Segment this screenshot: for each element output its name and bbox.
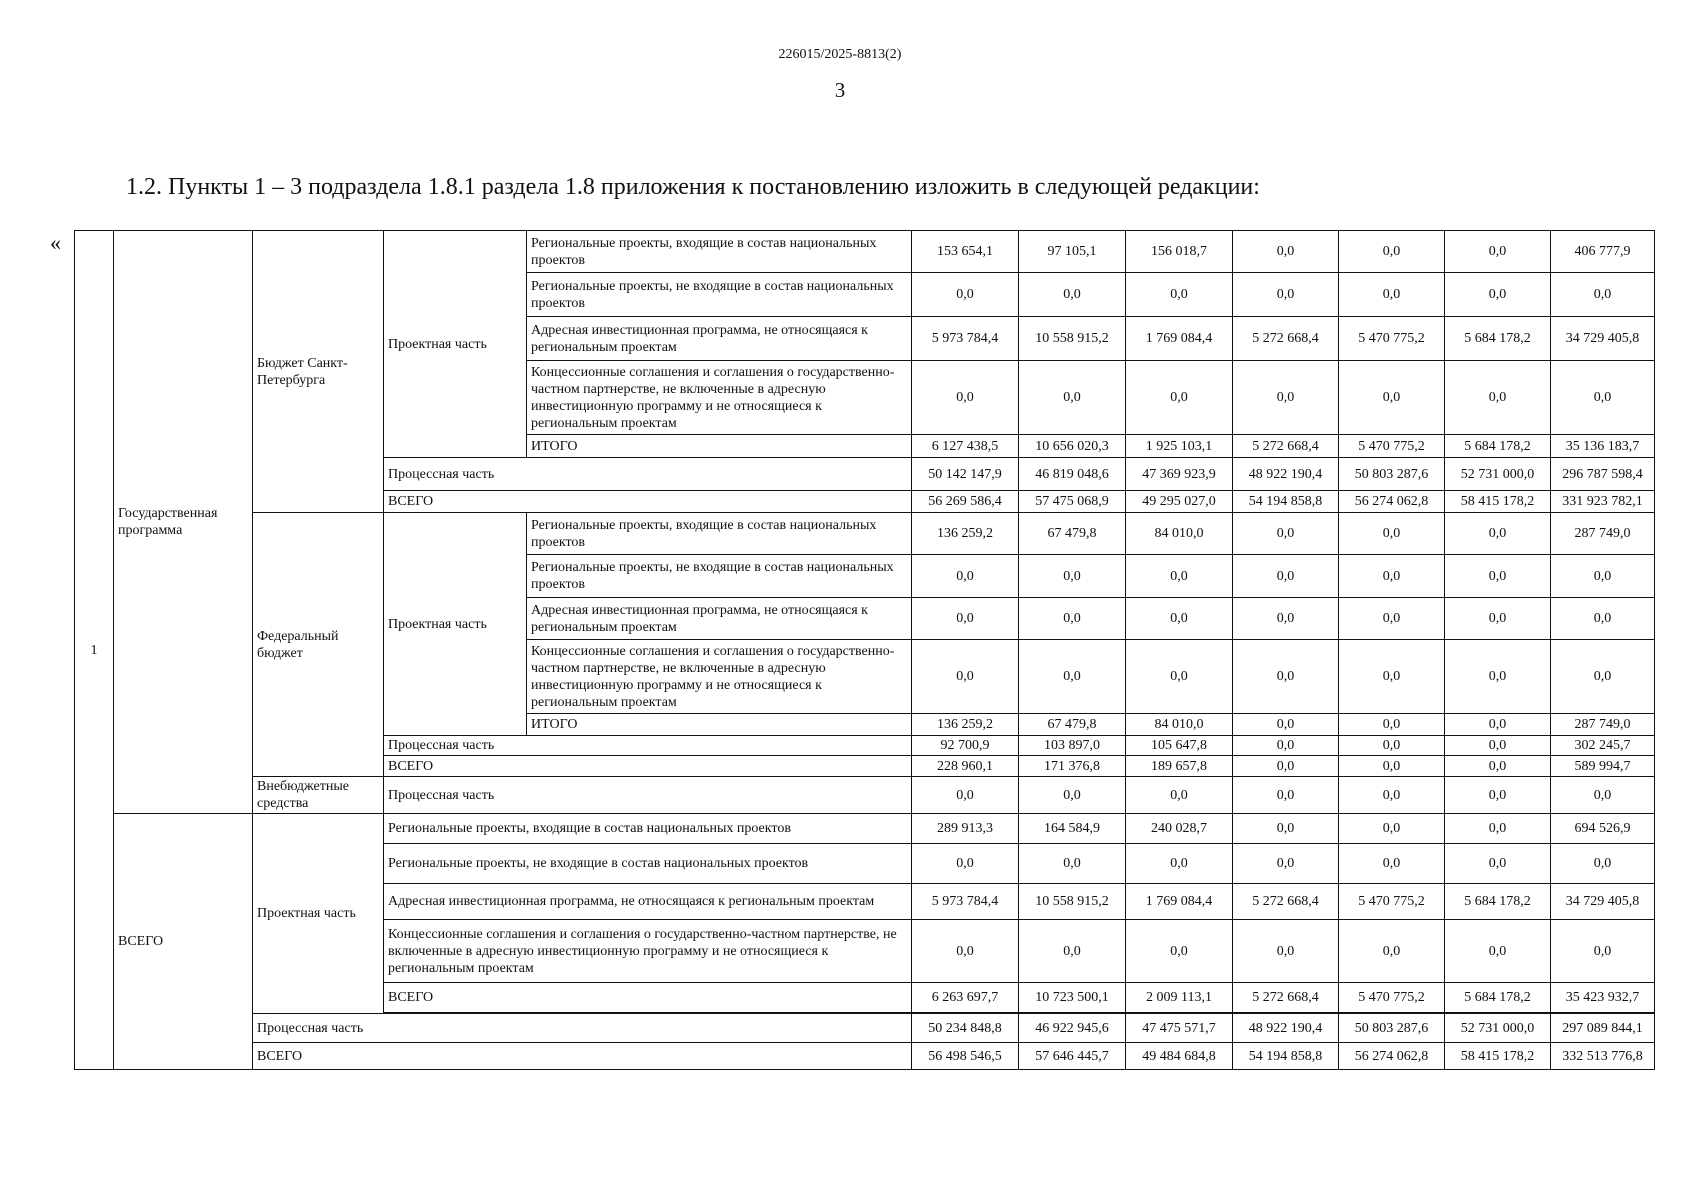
value-cell: 0,0 <box>1339 920 1445 983</box>
value-cell: 0,0 <box>1339 361 1445 435</box>
value-cell: 136 259,2 <box>912 714 1019 736</box>
value-cell: 0,0 <box>1339 640 1445 714</box>
part-project-cell: Проектная часть <box>384 513 527 736</box>
value-cell: 0,0 <box>1551 361 1655 435</box>
value-cell: 0,0 <box>1126 555 1233 598</box>
value-cell: 0,0 <box>1551 555 1655 598</box>
value-cell: 0,0 <box>1019 598 1126 640</box>
value-cell: 49 295 027,0 <box>1126 491 1233 513</box>
itogo-label-cell: ИТОГО <box>527 714 912 736</box>
value-cell: 35 136 183,7 <box>1551 435 1655 458</box>
vsego-label-cell: ВСЕГО <box>384 491 912 513</box>
value-cell: 0,0 <box>1233 598 1339 640</box>
value-cell: 0,0 <box>1233 756 1339 777</box>
value-cell: 0,0 <box>1019 777 1126 814</box>
value-cell: 0,0 <box>1445 714 1551 736</box>
value-cell: 0,0 <box>1339 736 1445 756</box>
value-cell: 296 787 598,4 <box>1551 458 1655 491</box>
value-cell: 153 654,1 <box>912 231 1019 273</box>
value-cell: 406 777,9 <box>1551 231 1655 273</box>
value-cell: 5 272 668,4 <box>1233 435 1339 458</box>
table-row <box>75 513 1655 555</box>
value-cell: 0,0 <box>1445 555 1551 598</box>
financing-table <box>74 230 1655 1070</box>
item-label-cell: Региональные проекты, входящие в состав национальных проектов <box>384 814 912 844</box>
itogo-label-cell: ИТОГО <box>527 435 912 458</box>
value-cell: 0,0 <box>1126 777 1233 814</box>
value-cell: 56 274 062,8 <box>1339 491 1445 513</box>
value-cell: 0,0 <box>1339 513 1445 555</box>
source-extra-cell: Внебюджетные средства <box>253 777 384 814</box>
gos-programma-cell: Государственная программа <box>114 231 253 814</box>
value-cell: 0,0 <box>912 361 1019 435</box>
value-cell: 50 234 848,8 <box>912 1014 1019 1043</box>
value-cell: 0,0 <box>1445 756 1551 777</box>
value-cell: 156 018,7 <box>1126 231 1233 273</box>
value-cell: 105 647,8 <box>1126 736 1233 756</box>
value-cell: 5 684 178,2 <box>1445 884 1551 920</box>
value-cell: 0,0 <box>1233 714 1339 736</box>
table-row <box>75 814 1655 844</box>
item-label-cell: Концессионные соглашения и соглашения о государственно-частном партнерстве, не включенные в адресную инвестиционную программу и не относящиеся к региональным проектам <box>527 640 912 714</box>
value-cell: 694 526,9 <box>1551 814 1655 844</box>
value-cell: 0,0 <box>1339 231 1445 273</box>
part-project-cell: Проектная часть <box>384 231 527 458</box>
item-label-cell: Региональные проекты, не входящие в состав национальных проектов <box>527 273 912 317</box>
value-cell: 0,0 <box>1339 273 1445 317</box>
value-cell: 5 973 784,4 <box>912 317 1019 361</box>
value-cell: 5 684 178,2 <box>1445 317 1551 361</box>
value-cell: 0,0 <box>912 640 1019 714</box>
value-cell: 52 731 000,0 <box>1445 458 1551 491</box>
value-cell: 136 259,2 <box>912 513 1019 555</box>
value-cell: 0,0 <box>1445 513 1551 555</box>
value-cell: 46 819 048,6 <box>1019 458 1126 491</box>
value-cell: 0,0 <box>1019 844 1126 884</box>
value-cell: 10 558 915,2 <box>1019 884 1126 920</box>
value-cell: 0,0 <box>1551 920 1655 983</box>
value-cell: 0,0 <box>1445 844 1551 884</box>
value-cell: 0,0 <box>1233 777 1339 814</box>
value-cell: 97 105,1 <box>1019 231 1126 273</box>
vsego-label-cell: ВСЕГО <box>384 756 912 777</box>
value-cell: 0,0 <box>1126 920 1233 983</box>
value-cell: 1 925 103,1 <box>1126 435 1233 458</box>
value-cell: 589 994,7 <box>1551 756 1655 777</box>
value-cell: 57 646 445,7 <box>1019 1043 1126 1070</box>
value-cell: 0,0 <box>1019 555 1126 598</box>
value-cell: 5 470 775,2 <box>1339 435 1445 458</box>
value-cell: 287 749,0 <box>1551 513 1655 555</box>
value-cell: 2 009 113,1 <box>1126 983 1233 1013</box>
value-cell: 0,0 <box>1445 920 1551 983</box>
value-cell: 0,0 <box>1126 361 1233 435</box>
value-cell: 0,0 <box>1126 640 1233 714</box>
value-cell: 5 470 775,2 <box>1339 983 1445 1013</box>
table-row <box>75 1014 1655 1043</box>
value-cell: 0,0 <box>1339 844 1445 884</box>
item-label-cell: Региональные проекты, входящие в состав национальных проектов <box>527 513 912 555</box>
value-cell: 0,0 <box>1339 598 1445 640</box>
value-cell: 0,0 <box>1551 777 1655 814</box>
item-label-cell: Концессионные соглашения и соглашения о государственно-частном партнерстве, не включенные в адресную инвестиционную программу и не относящиеся к региональным проектам <box>527 361 912 435</box>
value-cell: 10 558 915,2 <box>1019 317 1126 361</box>
value-cell: 47 369 923,9 <box>1126 458 1233 491</box>
value-cell: 0,0 <box>1126 273 1233 317</box>
opening-quote-mark: « <box>50 230 61 255</box>
value-cell: 0,0 <box>1233 736 1339 756</box>
value-cell: 10 656 020,3 <box>1019 435 1126 458</box>
item-label-cell: Региональные проекты, входящие в состав национальных проектов <box>527 231 912 273</box>
value-cell: 56 269 586,4 <box>912 491 1019 513</box>
value-cell: 35 423 932,7 <box>1551 983 1655 1013</box>
value-cell: 189 657,8 <box>1126 756 1233 777</box>
value-cell: 0,0 <box>1233 513 1339 555</box>
vsego-label-cell: ВСЕГО <box>384 983 912 1013</box>
value-cell: 0,0 <box>1339 714 1445 736</box>
value-cell: 0,0 <box>1019 361 1126 435</box>
value-cell: 10 723 500,1 <box>1019 983 1126 1013</box>
value-cell: 0,0 <box>1233 555 1339 598</box>
table-row <box>75 231 1655 273</box>
value-cell: 6 127 438,5 <box>912 435 1019 458</box>
value-cell: 58 415 178,2 <box>1445 491 1551 513</box>
value-cell: 5 272 668,4 <box>1233 317 1339 361</box>
value-cell: 331 923 782,1 <box>1551 491 1655 513</box>
value-cell: 0,0 <box>1339 777 1445 814</box>
value-cell: 103 897,0 <box>1019 736 1126 756</box>
value-cell: 50 803 287,6 <box>1339 458 1445 491</box>
item-label-cell: Адресная инвестиционная программа, не относящаяся к региональным проектам <box>384 884 912 920</box>
value-cell: 0,0 <box>1445 231 1551 273</box>
value-cell: 54 194 858,8 <box>1233 491 1339 513</box>
item-label-cell: Концессионные соглашения и соглашения о государственно-частном партнерстве, не включенные в адресную инвестиционную программу и не относящиеся к региональным проектам <box>384 920 912 983</box>
value-cell: 0,0 <box>1126 844 1233 884</box>
source-federal-cell: Федеральный бюджет <box>253 513 384 777</box>
value-cell: 228 960,1 <box>912 756 1019 777</box>
value-cell: 0,0 <box>1445 736 1551 756</box>
value-cell: 56 274 062,8 <box>1339 1043 1445 1070</box>
value-cell: 0,0 <box>1019 920 1126 983</box>
value-cell: 0,0 <box>1233 844 1339 884</box>
value-cell: 0,0 <box>1126 598 1233 640</box>
value-cell: 0,0 <box>912 273 1019 317</box>
value-cell: 297 089 844,1 <box>1551 1014 1655 1043</box>
value-cell: 240 028,7 <box>1126 814 1233 844</box>
value-cell: 0,0 <box>1339 555 1445 598</box>
value-cell: 5 272 668,4 <box>1233 983 1339 1013</box>
value-cell: 0,0 <box>1445 598 1551 640</box>
value-cell: 332 513 776,8 <box>1551 1043 1655 1070</box>
process-label-cell: Процессная часть <box>384 736 912 756</box>
value-cell: 54 194 858,8 <box>1233 1043 1339 1070</box>
value-cell: 5 684 178,2 <box>1445 983 1551 1013</box>
value-cell: 0,0 <box>912 844 1019 884</box>
value-cell: 0,0 <box>1019 273 1126 317</box>
value-cell: 5 470 775,2 <box>1339 317 1445 361</box>
value-cell: 47 475 571,7 <box>1126 1014 1233 1043</box>
table-row <box>75 777 1655 814</box>
value-cell: 48 922 190,4 <box>1233 458 1339 491</box>
item-label-cell: Региональные проекты, не входящие в состав национальных проектов <box>384 844 912 884</box>
value-cell: 0,0 <box>1233 361 1339 435</box>
value-cell: 67 479,8 <box>1019 513 1126 555</box>
process-label-cell: Процессная часть <box>253 1014 912 1043</box>
value-cell: 34 729 405,8 <box>1551 317 1655 361</box>
part-project-cell: Проектная часть <box>253 814 384 1014</box>
value-cell: 5 684 178,2 <box>1445 435 1551 458</box>
process-label-cell: Процессная часть <box>384 777 912 814</box>
item-label-cell: Региональные проекты, не входящие в состав национальных проектов <box>527 555 912 598</box>
vsego-group-cell: ВСЕГО <box>114 814 253 1070</box>
value-cell: 6 263 697,7 <box>912 983 1019 1013</box>
value-cell: 67 479,8 <box>1019 714 1126 736</box>
value-cell: 0,0 <box>1551 640 1655 714</box>
document-number: 226015/2025-8813(2) <box>778 47 902 62</box>
value-cell: 84 010,0 <box>1126 513 1233 555</box>
value-cell: 0,0 <box>1233 920 1339 983</box>
value-cell: 0,0 <box>912 920 1019 983</box>
value-cell: 302 245,7 <box>1551 736 1655 756</box>
source-spb-cell: Бюджет Санкт-Петербурга <box>253 231 384 513</box>
item-label-cell: Адресная инвестиционная программа, не относящаяся к региональным проектам <box>527 598 912 640</box>
value-cell: 92 700,9 <box>912 736 1019 756</box>
value-cell: 0,0 <box>1551 273 1655 317</box>
value-cell: 5 272 668,4 <box>1233 884 1339 920</box>
vsego-label-cell: ВСЕГО <box>253 1043 912 1070</box>
value-cell: 0,0 <box>1339 814 1445 844</box>
value-cell: 48 922 190,4 <box>1233 1014 1339 1043</box>
value-cell: 50 803 287,6 <box>1339 1014 1445 1043</box>
value-cell: 56 498 546,5 <box>912 1043 1019 1070</box>
value-cell: 0,0 <box>1233 640 1339 714</box>
row-number-cell: 1 <box>75 231 114 1070</box>
value-cell: 5 973 784,4 <box>912 884 1019 920</box>
value-cell: 0,0 <box>1233 814 1339 844</box>
value-cell: 1 769 084,4 <box>1126 884 1233 920</box>
value-cell: 84 010,0 <box>1126 714 1233 736</box>
value-cell: 0,0 <box>1019 640 1126 714</box>
value-cell: 0,0 <box>1445 777 1551 814</box>
value-cell: 0,0 <box>912 777 1019 814</box>
value-cell: 0,0 <box>1445 814 1551 844</box>
value-cell: 0,0 <box>1445 361 1551 435</box>
value-cell: 5 470 775,2 <box>1339 884 1445 920</box>
value-cell: 0,0 <box>912 598 1019 640</box>
value-cell: 0,0 <box>912 555 1019 598</box>
value-cell: 0,0 <box>1339 756 1445 777</box>
value-cell: 46 922 945,6 <box>1019 1014 1126 1043</box>
value-cell: 0,0 <box>1233 273 1339 317</box>
process-label-cell: Процессная часть <box>384 458 912 491</box>
value-cell: 287 749,0 <box>1551 714 1655 736</box>
value-cell: 52 731 000,0 <box>1445 1014 1551 1043</box>
item-label-cell: Адресная инвестиционная программа, не относящаяся к региональным проектам <box>527 317 912 361</box>
value-cell: 34 729 405,8 <box>1551 884 1655 920</box>
value-cell: 0,0 <box>1551 844 1655 884</box>
value-cell: 50 142 147,9 <box>912 458 1019 491</box>
intro-paragraph: 1.2. Пункты 1 – 3 подраздела 1.8.1 раздела 1.8 приложения к постановлению изложить в следующей редакции: <box>126 174 1260 200</box>
value-cell: 0,0 <box>1233 231 1339 273</box>
value-cell: 171 376,8 <box>1019 756 1126 777</box>
table-row <box>75 1043 1655 1070</box>
value-cell: 289 913,3 <box>912 814 1019 844</box>
value-cell: 49 484 684,8 <box>1126 1043 1233 1070</box>
page-number: 3 <box>834 78 846 102</box>
value-cell: 0,0 <box>1551 598 1655 640</box>
value-cell: 0,0 <box>1445 273 1551 317</box>
value-cell: 1 769 084,4 <box>1126 317 1233 361</box>
value-cell: 58 415 178,2 <box>1445 1043 1551 1070</box>
value-cell: 0,0 <box>1445 640 1551 714</box>
value-cell: 57 475 068,9 <box>1019 491 1126 513</box>
value-cell: 164 584,9 <box>1019 814 1126 844</box>
